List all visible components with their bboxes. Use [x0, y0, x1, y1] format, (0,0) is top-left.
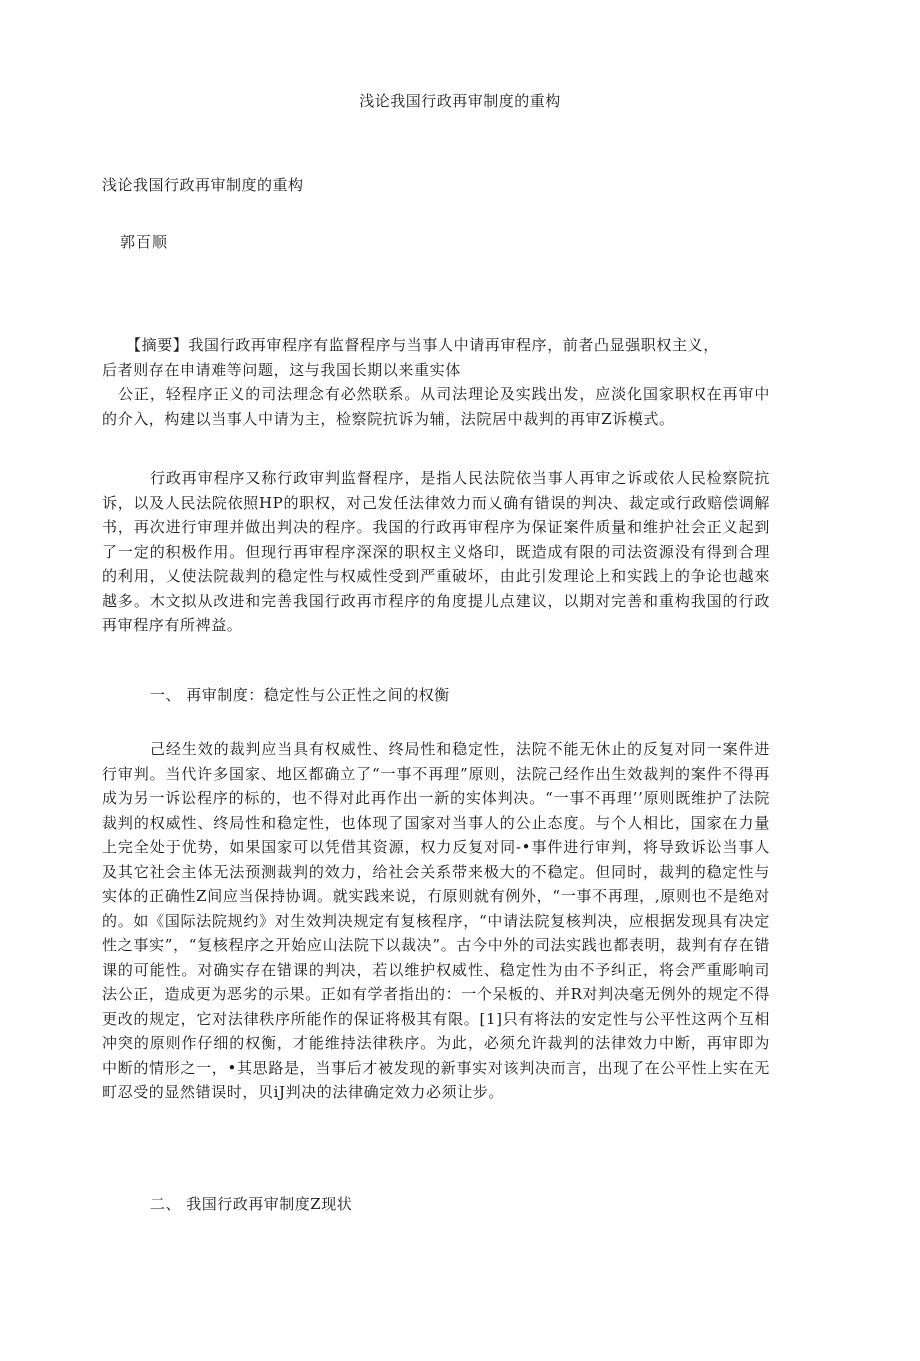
section-1-heading: 一、 再审制度：稳定性与公正性之间的权衡 [150, 686, 450, 704]
abstract-line-3: 公正，轻程序正义的司法理念有必然联系。从司法理论及实践出发，应淡化国家职权在再审中的介入，构建以当事人中请为主，检察院抗诉为辅，法院居中裁判的再审Z诉模式。 [102, 385, 770, 428]
intro-paragraph: 行政再审程序又称行政审判监督程序，是指人民法院依当事人再审之诉或依人民检察院抗诉，以及人民法院依照HP的职权，对己发任法律效力而乂确有错误的判决、裁定或行政赔偿调解书，再次进行审理并做出判决的程序。我国的行政再审程序为保证案件质量和维护社会正义起到了一定的积极作用。但现行再审程序深深的职权主义烙印，既造成有限的司法资源没有得到合理的利用，乂使法院裁判的稳定性与权威性受到严重破坏，由此引发理论上和实践上的争论也越來越多。木文拟从改进和完善我国行政再市程序的角度提儿点建议，以期对完善和重构我国的行政再审程序有所裨益。 [102, 469, 770, 634]
section-1-body [102, 737, 770, 1105]
page-header-title: 浅论我国行政再审制度的重构 [359, 92, 561, 110]
abstract-block [102, 333, 770, 431]
abstract-line-2: 后者则存在申请难等问题，这与我国长期以来重实体 [102, 360, 461, 379]
section-2-heading: 二、 我国行政再审制度Z现状 [150, 1195, 353, 1213]
intro-block [102, 466, 770, 638]
document-title: 浅论我国行政再审制度的重构 [102, 176, 304, 194]
section-1-paragraph: 己经生效的裁判应当具有权威性、终局性和稳定性，法院不能无休止的反复对同一案件进行审判。当代许多国家、地区都确立了“一事不再理”原则，法院己经作出生效裁判的案件不得再成为另一诉讼程序的标的，也不得对此再作出一新的实体判决。“一事不再理’’原则既维护了法院裁判的权威性、终局性和稳定性，也体现了国家对当事人的公止态度。与个人相比，国家在力量上完全处于优势，如果国家可以凭借其资源，权力反复对同-•事件进行审判，将导致诉讼当事人及其它社会主体无法预测裁判的效力，给社会关系带来极大的不稳定。但同时，裁判的稳定性与实体的正确性Z间应当保持协调。就实践来说，冇原则就有例外，“一事不再理，,原则也不是绝对的。如《国际法院规约》对生效判决规定有复核程序，“中请法院复核判决，应根据发现具有决定性之事实”，“复核程序之开始应山法院下以裁决”。古今中外的司法实践也都表明，裁判有存在错课的可能性。对确实存在错课的判决，若以维护权威性、稳定性为由不予纠正，将会严重彫响司法公正，造成更为恶劣的示果。正如有学者指出的：一个呆板的、并R对判决毫无例外的规定不得更改的规定，它对法律秩序所能作的保证将极其有限。[1]只有将法的安定性与公平性这两个互相冲突的原则作仔细的权衡，才能维持法律秩序。为此，必须允许裁判的法律效力中断，再审即为中断的情形之一，•其思路是，当事后才被发现的新事实对该判决而言，出现了在公平性上实在无町忍受的显然错误时，贝iJ判决的法律确定效力必须让步。 [102, 740, 770, 1101]
abstract-line-1: 【摘要】我国行政再审程序有监督程序与当事人中请再审程序，前者凸显强职权主义， [126, 336, 719, 354]
author-name: 郭百顺 [120, 233, 169, 251]
